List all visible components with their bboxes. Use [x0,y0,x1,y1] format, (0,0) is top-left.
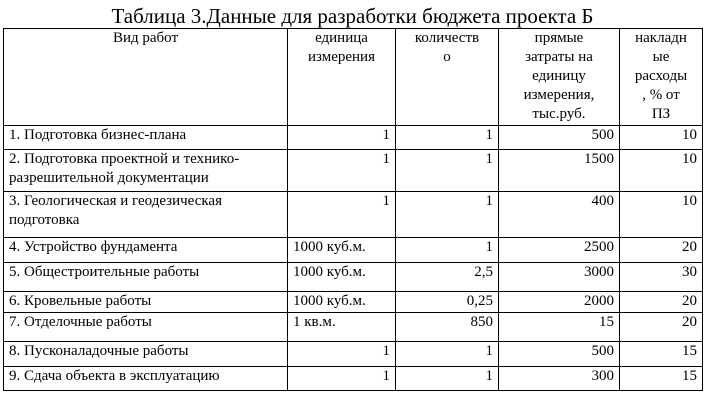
cell-direct-cost: 2000 [499,292,620,313]
cell-quantity: 1 [396,150,499,192]
cell-direct-cost: 300 [499,367,620,391]
cell-work-type: 1. Подготовка бизнес-плана [4,126,288,150]
cell-work-type: 5. Общестроительные работы [4,263,288,292]
cell-unit: 1 [288,367,396,391]
cell-overhead: 20 [620,292,703,313]
table-row [4,238,703,263]
cell-overhead: 10 [620,192,703,238]
table-body [4,126,703,391]
cell-quantity: 2,5 [396,263,499,292]
cell-direct-cost: 400 [499,192,620,238]
cell-work-type: 8. Пусконаладочные работы [4,342,288,367]
table-row [4,292,703,313]
header-direct-cost: прямые затраты на единицу измерения, тыс.руб. [499,29,620,126]
table-row [4,342,703,367]
cell-quantity: 1 [396,192,499,238]
table-row [4,150,703,192]
cell-overhead: 10 [620,150,703,192]
cell-overhead: 15 [620,367,703,391]
cell-work-type: 4. Устройство фундамента [4,238,288,263]
header-unit: единица измерения [288,29,396,126]
header-overhead: накладн ые расходы , % от ПЗ [620,29,703,126]
table-row [4,126,703,150]
cell-work-type: 9. Сдача объекта в эксплуатацию [4,367,288,391]
header-row [4,29,703,126]
cell-overhead: 15 [620,342,703,367]
cell-unit: 1 [288,342,396,367]
cell-overhead: 20 [620,313,703,342]
cell-direct-cost: 500 [499,126,620,150]
cell-unit: 1 [288,192,396,238]
cell-direct-cost: 3000 [499,263,620,292]
table-row [4,192,703,238]
table-row [4,313,703,342]
cell-quantity: 1 [396,238,499,263]
cell-work-type: 6. Кровельные работы [4,292,288,313]
cell-unit: 1 [288,150,396,192]
table-row [4,367,703,391]
cell-unit: 1 кв.м. [288,313,396,342]
cell-work-type: 3. Геологическая и геодезическая подготовка [4,192,288,238]
cell-work-type: 7. Отделочные работы [4,313,288,342]
cell-quantity: 1 [396,342,499,367]
header-quantity: количеств о [396,29,499,126]
cell-unit: 1000 куб.м. [288,292,396,313]
cell-direct-cost: 15 [499,313,620,342]
cell-overhead: 30 [620,263,703,292]
header-work-type: Вид работ [4,29,288,126]
cell-direct-cost: 1500 [499,150,620,192]
table-caption: Таблица 3.Данные для разработки бюджета проекта Б [111,4,594,28]
cell-unit: 1 [288,126,396,150]
cell-quantity: 1 [396,126,499,150]
cell-overhead: 20 [620,238,703,263]
cell-unit: 1000 куб.м. [288,263,396,292]
budget-table [3,28,703,391]
cell-quantity: 850 [396,313,499,342]
table-row [4,263,703,292]
cell-unit: 1000 куб.м. [288,238,396,263]
cell-work-type: 2. Подготовка проектной и технико-разрешительной документации [4,150,288,192]
cell-direct-cost: 500 [499,342,620,367]
cell-quantity: 1 [396,367,499,391]
cell-overhead: 10 [620,126,703,150]
cell-direct-cost: 2500 [499,238,620,263]
cell-quantity: 0,25 [396,292,499,313]
